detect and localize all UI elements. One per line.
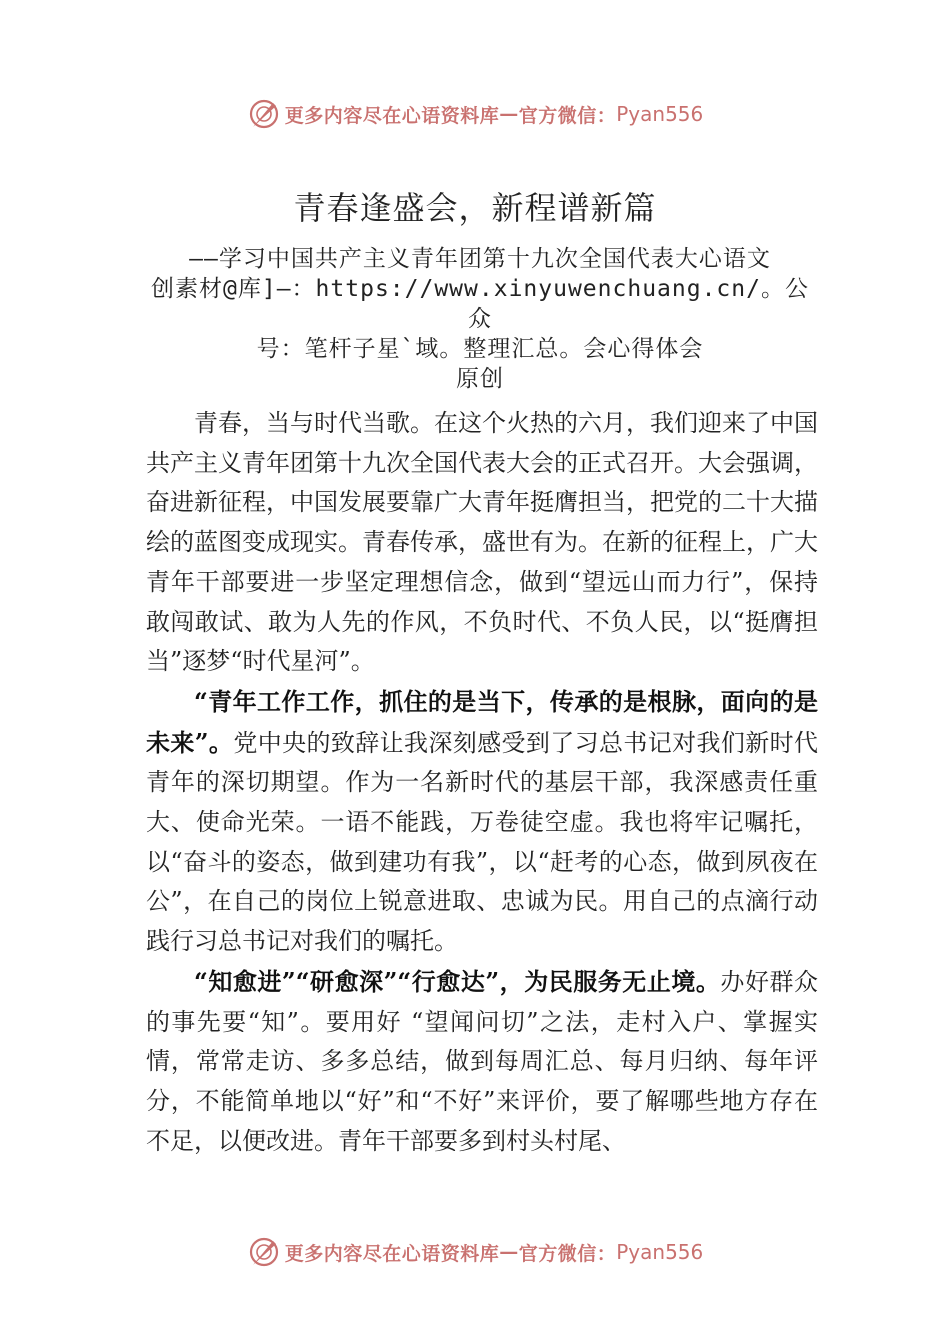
banner-wechat-label: 官方微信：	[518, 104, 617, 127]
quill-logo-icon	[247, 97, 281, 131]
paragraph-text: 办好群众的事先要“知”。要用好 “望闻问切”之法，走村入户、掌握实情，常常走访、多多总结，做到每周汇总、每月归纳、每年评分，不能简单地以“好”和“不好”来评价，要了解哪些地方存在不足，以便改进。青年干部要多到村头村尾、	[146, 967, 819, 1155]
quill-logo-icon	[247, 1235, 281, 1269]
banner-dash: —	[499, 103, 519, 125]
banner-text: 更多内容尽在心语资料库	[284, 104, 500, 127]
paragraph	[146, 962, 818, 1162]
page-title: 青春逢盛会，新程谱新篇	[293, 189, 657, 227]
paragraph-text: 党中央的致辞让我深刻感受到了习总书记对我们新时代青年的深切期望。作为一名新时代的基层干部，我深感责任重大、使命光荣。一语不能践，万卷徒空虚。我也将牢记嘱托，以“奋斗的姿态，做到建功有我”，以“赶考的心态，做到夙夜在公”，在自己的岗位上锐意进取、忠诚为民。用自己的点滴行动践行习总书记对我们的嘱托。	[146, 728, 819, 956]
paragraph-text: 青春，当与时代当歌。在这个火热的六月，我们迎来了中国共产主义青年团第十九次全国代表大会的正式召开。大会强调，奋进新征程，中国发展要靠广大青年挺膺担当，把党的二十大描绘的蓝图变成现实。青春传承，盛世有为。在新的征程上，广大青年干部要进一步坚定理想信念，做到“望远山而力行”，保持敢闯敢试、敢为人先的作风，不负时代、不负人民，以“挺膺担当”逐梦“时代星河”。	[146, 409, 818, 676]
footer-banner	[0, 1232, 950, 1272]
subtitle-line: ——学习中国共产主义青年团第十九次全国代表大心语文	[189, 246, 771, 272]
subtitle-line: 原创	[456, 366, 504, 392]
paragraph-lead: “知愈进”“研愈深”“行愈达”，为民服务无止境。	[194, 966, 721, 996]
banner-wechat-label: 官方微信：	[518, 1242, 617, 1265]
banner-wechat-id: Pyan556	[616, 102, 704, 126]
subtitle-line: 创素材@库]—：https://www.xinyuwenchuang.cn/。公众	[151, 276, 809, 332]
paragraph-lead: “青年工作工作，抓住的是当下，传承的是根脉，面向的是未来”。	[146, 686, 818, 757]
subtitle-line: 号：笔杆子星`域。整理汇总。会心得体会	[256, 336, 704, 362]
banner-text: 更多内容尽在心语资料库	[284, 1242, 500, 1265]
banner-wechat-id: Pyan556	[616, 1240, 704, 1264]
paragraph	[146, 682, 818, 962]
article-body	[146, 404, 818, 1161]
subtitle	[150, 244, 810, 394]
banner-dash: —	[499, 1241, 519, 1263]
paragraph	[146, 404, 818, 682]
header-banner	[0, 94, 950, 134]
